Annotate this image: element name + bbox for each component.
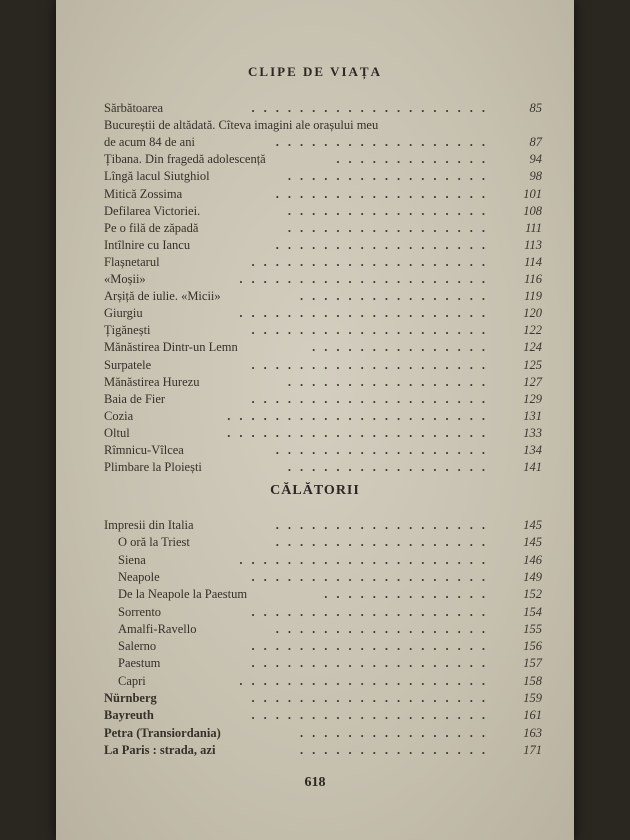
toc-entry-title: Neapole bbox=[118, 569, 160, 584]
toc-entry-page: 157 bbox=[523, 656, 542, 671]
toc-entry-page: 133 bbox=[523, 425, 542, 440]
toc-entry-page: 145 bbox=[523, 518, 542, 532]
toc-entry-title: Paestum bbox=[118, 656, 161, 671]
toc-entry bbox=[104, 604, 542, 621]
dot-leader: ..................... bbox=[239, 272, 494, 286]
dot-leader: ................ bbox=[300, 725, 494, 740]
toc-entry-page: 149 bbox=[523, 569, 542, 584]
toc-entry-page: 146 bbox=[523, 552, 542, 567]
dot-leader: ............. bbox=[336, 152, 494, 167]
toc-entry-page: 125 bbox=[523, 357, 542, 372]
toc-entry-title: de acum 84 de ani bbox=[104, 135, 195, 150]
toc-entry-title: Țigănești bbox=[104, 323, 151, 338]
toc-entry bbox=[104, 339, 542, 356]
toc-entry bbox=[104, 621, 542, 638]
page-number: 618 bbox=[304, 775, 326, 790]
toc-entry-page: 111 bbox=[525, 220, 542, 235]
dot-leader: .................... bbox=[251, 391, 494, 406]
toc-entry-title: O oră la Triest bbox=[118, 535, 190, 550]
toc-entry-title: Mănăstirea Hurezu bbox=[104, 374, 200, 389]
toc-entry bbox=[104, 725, 542, 742]
dot-leader: .................... bbox=[251, 604, 494, 619]
toc-entry-page: 114 bbox=[524, 254, 542, 269]
toc-entry bbox=[104, 655, 542, 672]
toc-entry bbox=[104, 254, 542, 271]
toc-entry bbox=[104, 271, 542, 288]
toc-entry-page: 163 bbox=[523, 725, 542, 740]
toc-entry bbox=[104, 742, 542, 759]
toc-entry bbox=[104, 220, 542, 237]
dot-leader: .................. bbox=[275, 535, 494, 550]
toc-entry-page: 145 bbox=[523, 535, 542, 550]
toc-entry-title: Oltul bbox=[104, 425, 130, 440]
dot-leader: .................... bbox=[251, 708, 494, 723]
toc-entry-title: Flașnetarul bbox=[104, 254, 160, 269]
toc-entry bbox=[104, 288, 542, 305]
toc-entry bbox=[104, 151, 542, 168]
toc-entry-page: 122 bbox=[523, 323, 542, 338]
toc-entry-title: De la Neapole la Paestum bbox=[118, 587, 248, 602]
toc-entry-page: 155 bbox=[523, 621, 542, 636]
toc-entry bbox=[104, 673, 542, 690]
toc-entry-page: 108 bbox=[523, 203, 542, 218]
dot-leader: ...................... bbox=[227, 408, 494, 423]
toc-entry-title: Siena bbox=[118, 552, 146, 567]
toc-entry-title: Sorrento bbox=[118, 604, 162, 619]
dot-leader: ...................... bbox=[227, 425, 494, 440]
dot-leader: ................ bbox=[300, 742, 494, 757]
toc-entry-title: La Paris : strada, azi bbox=[104, 742, 216, 757]
toc-entry-title: Bayreuth bbox=[104, 708, 154, 723]
dot-leader: ..................... bbox=[239, 552, 494, 567]
toc-entry-title: Mănăstirea Dintr-un Lemn bbox=[104, 340, 238, 355]
dot-leader: .................... bbox=[251, 639, 494, 654]
dot-leader: .................... bbox=[251, 254, 494, 269]
dot-leader: .................. bbox=[275, 237, 494, 252]
toc-entry-title: Mitică Zossima bbox=[104, 186, 183, 201]
dot-leader: .................. bbox=[275, 443, 494, 457]
dot-leader: ..................... bbox=[239, 673, 494, 688]
toc-entry bbox=[104, 374, 542, 391]
dot-leader: .................... bbox=[251, 101, 494, 115]
toc-entry-page: 152 bbox=[523, 587, 542, 602]
dot-leader: ................ bbox=[300, 289, 494, 304]
dot-leader: .................... bbox=[251, 323, 494, 338]
toc-entry-title: Salerno bbox=[118, 639, 157, 654]
toc-entry bbox=[104, 552, 542, 569]
toc-entry bbox=[104, 442, 542, 459]
toc-entry bbox=[104, 638, 542, 655]
toc-entry bbox=[104, 357, 542, 374]
toc-entry-page: 159 bbox=[523, 691, 542, 705]
toc-entry-page: 129 bbox=[523, 391, 542, 406]
toc-entry-title: Arșiță de iulie. «Micii» bbox=[104, 289, 221, 304]
toc-entry-page: 154 bbox=[523, 604, 542, 619]
toc-entry bbox=[104, 134, 542, 151]
dot-leader: ............... bbox=[312, 340, 494, 355]
dot-leader: ................. bbox=[287, 460, 494, 475]
toc-entry-page: 141 bbox=[523, 460, 542, 475]
toc-entry bbox=[104, 690, 542, 707]
dot-leader: .................... bbox=[251, 691, 494, 705]
toc-entry-page: 113 bbox=[524, 237, 542, 252]
dot-leader: .................... bbox=[251, 357, 494, 372]
dot-leader: ................. bbox=[287, 220, 494, 235]
toc-entry-page: 119 bbox=[524, 289, 542, 304]
toc-entry bbox=[104, 707, 542, 724]
dot-leader: ................. bbox=[287, 374, 494, 389]
dot-leader: .................. bbox=[275, 621, 494, 636]
dot-leader: .................. bbox=[275, 186, 494, 201]
toc-entry-title: Plimbare la Ploiești bbox=[104, 460, 202, 475]
toc-entry-title: Intîlnire cu Iancu bbox=[104, 237, 191, 252]
dot-leader: .............. bbox=[324, 587, 494, 602]
toc-entry-title: Lîngă lacul Siutghiol bbox=[104, 169, 210, 184]
toc-entry bbox=[104, 391, 542, 408]
toc-entry-page: 134 bbox=[523, 443, 542, 457]
toc-entry-title: Rîmnicu-Vîlcea bbox=[104, 443, 184, 457]
toc-entry-title: Impresii din Italia bbox=[104, 518, 194, 532]
toc-entry-title: Amalfi-Ravello bbox=[118, 621, 197, 636]
toc-entry-page: 87 bbox=[529, 135, 542, 150]
toc-entry bbox=[104, 322, 542, 339]
book-page bbox=[56, 0, 574, 840]
toc-entry-title: Capri bbox=[118, 673, 146, 688]
toc-entry-title: Surpatele bbox=[104, 357, 152, 372]
dot-leader: .................. bbox=[275, 518, 494, 532]
toc-entry bbox=[104, 100, 542, 117]
toc-entry-title: Bucureștii de altădată. Cîteva imagini ale orașului meu bbox=[104, 118, 379, 133]
toc-entry-title: Sărbătoarea bbox=[104, 101, 163, 115]
section-title-clipe-de-viata: CLIPE DE VIAȚA bbox=[248, 64, 382, 79]
toc-entry-title: «Moșii» bbox=[104, 272, 146, 286]
toc-entry-page: 156 bbox=[523, 639, 542, 654]
section-title-calatorii: CĂLĂTORII bbox=[270, 483, 360, 498]
toc-entry bbox=[104, 117, 542, 134]
toc-entry-title: Petra (Transiordania) bbox=[104, 725, 221, 740]
toc-entry bbox=[104, 425, 542, 442]
toc-entry-title: Cozia bbox=[104, 408, 134, 423]
toc-entry-title: Defilarea Victoriei. bbox=[104, 203, 201, 218]
toc-entry bbox=[104, 517, 542, 534]
toc-entry bbox=[104, 569, 542, 586]
toc-entry-page: 127 bbox=[523, 374, 542, 389]
dot-leader: .................... bbox=[251, 656, 494, 671]
toc-entry-page: 98 bbox=[529, 169, 542, 184]
toc-entry-title: Giurgiu bbox=[104, 306, 143, 321]
toc-entry-page: 161 bbox=[523, 708, 542, 723]
dot-leader: ..................... bbox=[239, 306, 494, 321]
toc-entry bbox=[104, 168, 542, 185]
toc-entry bbox=[104, 237, 542, 254]
toc-entry-page: 101 bbox=[523, 186, 542, 201]
toc-entry-title: Pe o filă de zăpadă bbox=[104, 220, 199, 235]
dot-leader: .................... bbox=[251, 569, 494, 584]
toc-entry-page: 171 bbox=[523, 742, 542, 757]
toc-entry bbox=[104, 186, 542, 203]
toc-entry bbox=[104, 534, 542, 551]
toc-entry-title: Țibana. Din fragedă adolescență bbox=[104, 152, 266, 167]
toc-entry bbox=[104, 203, 542, 220]
dot-leader: ................. bbox=[287, 203, 494, 218]
dot-leader: ................. bbox=[287, 169, 494, 184]
toc-entry bbox=[104, 459, 542, 476]
toc-entry bbox=[104, 305, 542, 322]
toc-entry bbox=[104, 586, 542, 603]
toc-entry bbox=[104, 408, 542, 425]
toc-entry-title: Baia de Fier bbox=[104, 391, 166, 406]
toc-entry-page: 131 bbox=[523, 408, 542, 423]
toc-entry-title: Nürnberg bbox=[104, 691, 157, 705]
toc-entry-page: 116 bbox=[524, 272, 542, 286]
toc-entry-page: 85 bbox=[529, 101, 542, 115]
toc-entry-page: 158 bbox=[523, 673, 542, 688]
toc-entry-page: 120 bbox=[523, 306, 542, 321]
dot-leader: .................. bbox=[275, 135, 494, 150]
toc-entry-page: 94 bbox=[529, 152, 542, 167]
toc-entry-page: 124 bbox=[523, 340, 542, 355]
